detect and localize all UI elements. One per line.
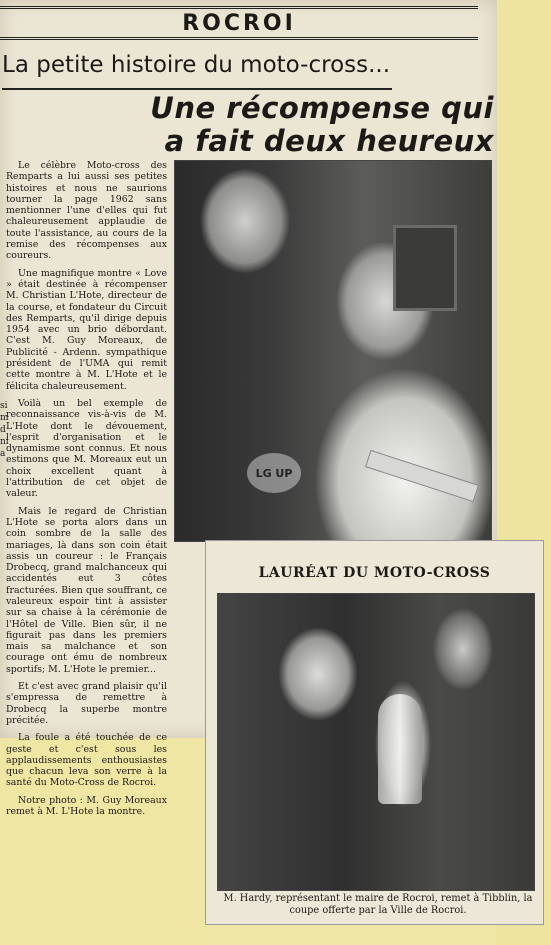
article-paragraph: Voilà un bel exemple de reconnaissance vis-à-vis de M. L'Hote dont le dévouement, l'esprit d'organisation et le dynamisme sont connus. Et nous estimons que M. Moreaux eut un choix excellent quant à l'attribution de cet objet de valeur. (6, 397, 167, 500)
laureate-caption: M. Hardy, représentant le maire de Rocroi, remet à Tibblin, la coupe offerte par la Ville de Rocroi. (223, 893, 533, 916)
award-photo (174, 160, 492, 542)
photo-caption: Notre photo : M. Guy Moreaux remet à M. L'Hote la montre. (6, 794, 167, 818)
kicker-headline: La petite histoire du moto-cross... (2, 52, 392, 90)
left-edge-fragment: ni (0, 437, 9, 447)
left-edge-fragment: a (0, 449, 6, 459)
watermark-logo: LG UP (247, 453, 301, 493)
trophy-photo (217, 593, 535, 891)
article-paragraph: Mais le regard de Christian L'Hote se porta alors dans un coin sombre de la salle des mariages, là dans son coin était assis un coureur : le Français Drobecq, grand malchanceux qui accidentés eut 3 côtes fracturées. Bien que souffrant, ce valeureux espoir tint à assister sur sa chaise à la cérémonie de l'Hôtel de Ville. Bien sûr, il ne figurait pas dans les premiers mais sa malchance et son courage ont ému de nombreux sportifs; M. L'Hote le premier... (6, 505, 167, 675)
article-paragraph: La foule a été touchée de ce geste et c'est sous les applaudissements enthousiastes que chacun leva son verre à la santé du Moto-Cross de Rocroi. (6, 732, 167, 789)
wall-frame (393, 225, 457, 311)
main-headline (108, 92, 494, 158)
headline-line-1: Une récompense qui (150, 91, 494, 125)
left-edge-fragment: m (0, 413, 9, 423)
masthead (0, 6, 478, 40)
article-paragraph: Une magnifique montre « Love » était destinée à récompenser M. Christian L'Hote, directeur de la course, et fondateur du Circuit des Remparts, qu'il dirige depuis 1954 avec un brio débordant. C'est M. Guy Moreaux, de Publicité - Ardenn. sympathique président de l'UMA qui remit cette montre à M. L'Hote et le félicita chaleureusement. (6, 267, 167, 392)
article-paragraph: Et c'est avec grand plaisir qu'il s'empressa de remettre à Drobecq la superbe montre précitée. (6, 681, 167, 726)
laureate-title: LAURÉAT DU MOTO-CROSS (258, 565, 491, 581)
headline-line-2: a fait deux heureux (164, 124, 494, 158)
left-edge-fragment: d (0, 425, 6, 435)
left-edge-fragment: si (0, 401, 8, 411)
article-body (6, 160, 167, 823)
watch-case (365, 450, 479, 502)
article-paragraph: Le célèbre Moto-cross des Remparts a lui aussi ses petites histoires et nous ne saurions tourner la page 1962 sans mentionner l'une d'elles qui fut chaleureusement applaudie de toute l'assistance, au cours de la remise des récompenses aux coureurs. (6, 160, 167, 262)
masthead-title: ROCROI (182, 10, 296, 36)
laureate-box (205, 540, 544, 925)
trophy-cup (378, 694, 422, 804)
